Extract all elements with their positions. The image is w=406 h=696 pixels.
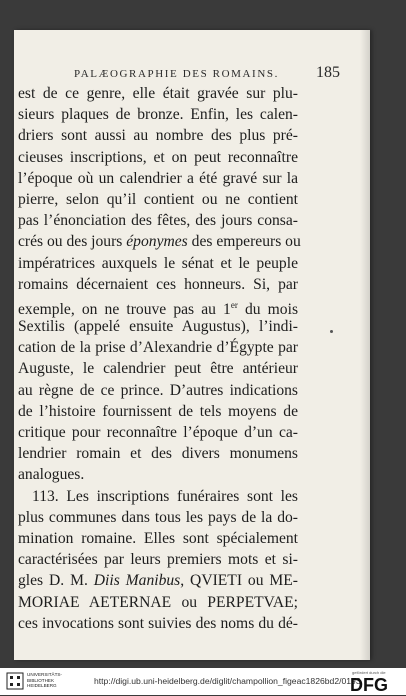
text-line: driers sont aussi au nombre des plus pré- [18, 127, 298, 145]
body-text [18, 83, 301, 634]
text-line: ces invocations sont suivies des noms du dé- [18, 614, 298, 632]
running-header [62, 64, 340, 84]
text-line: romains décernaient ces honneurs. Si, par [18, 275, 298, 293]
text-line: pas l’énonciation des fêtes, des jours consa- [18, 212, 298, 230]
text-line: Sextilis (appelé ensuite Augustus), l’indi- [18, 318, 298, 336]
library-line-3: HEIDELBERG [27, 683, 57, 689]
source-url-link[interactable]: http://digi.ub.uni-heidelberg.de/diglit/champollion_figeac1826bd2/0193 [94, 676, 361, 686]
text-line: est de ce genre, elle était gravée sur plu- [18, 85, 298, 102]
page-number: 185 [316, 64, 340, 81]
ink-speck [330, 330, 333, 333]
text-line: crés ou des jours éponymes des empereurs ou [18, 233, 301, 251]
text-line: de l’histoire fournissent de tels moyens de [18, 402, 298, 420]
university-logo-icon [6, 672, 24, 690]
library-name [27, 672, 62, 689]
text-line: MORIAE AETERNAE ou PERPETVAE; [18, 593, 298, 611]
text-line: mination romaine. Elles sont spécialement [18, 529, 298, 547]
text-line: impératrices auxquels le sénat et le peuple [18, 254, 298, 272]
text-line: Auguste, le calendrier peut être antérieur [18, 360, 298, 378]
text-line: gles D. M. Diis Manibus, QVIETI ou ME- [18, 572, 298, 590]
text-line: critique pour reconnaître l’époque d’un ca- [18, 424, 298, 441]
text-line: caractérisées par leurs premiers mots et si- [18, 551, 298, 569]
text-line: 113. Les inscriptions funéraires sont les [32, 487, 298, 505]
text-line: au règne de ce prince. D’autres indications [18, 381, 298, 399]
text-line: lendrier romain et des divers monumens [18, 445, 298, 463]
text-line: sieurs plaques de bronze. Enfin, les calen- [18, 106, 298, 124]
text-line: cieuses inscriptions, et on peut reconnaître [18, 148, 298, 166]
dfg-logo: DFG [350, 675, 388, 695]
text-line: l’époque où un calendrier a été gravé sur la [18, 169, 298, 187]
text-line: analogues. [18, 466, 85, 484]
book-page [14, 30, 370, 660]
running-title: PALÆOGRAPHIE DES ROMAINS. [74, 68, 279, 80]
funding-note: gefördert durch die [352, 670, 386, 675]
text-line: cation de la prise d’Alexandrie d’Égypte par [18, 339, 298, 357]
library-line-2: BIBLIOTHEK [27, 677, 55, 683]
footer-bar [0, 668, 406, 695]
library-line-1: UNIVERSITÄTS- [27, 672, 62, 677]
text-line: plus communes dans tous les pays de la do- [18, 508, 298, 526]
text-line: exemple, on ne trouve pas au 1er du mois [18, 299, 299, 319]
text-line: pierre, selon qu’il contient ou ne contient [18, 190, 298, 208]
